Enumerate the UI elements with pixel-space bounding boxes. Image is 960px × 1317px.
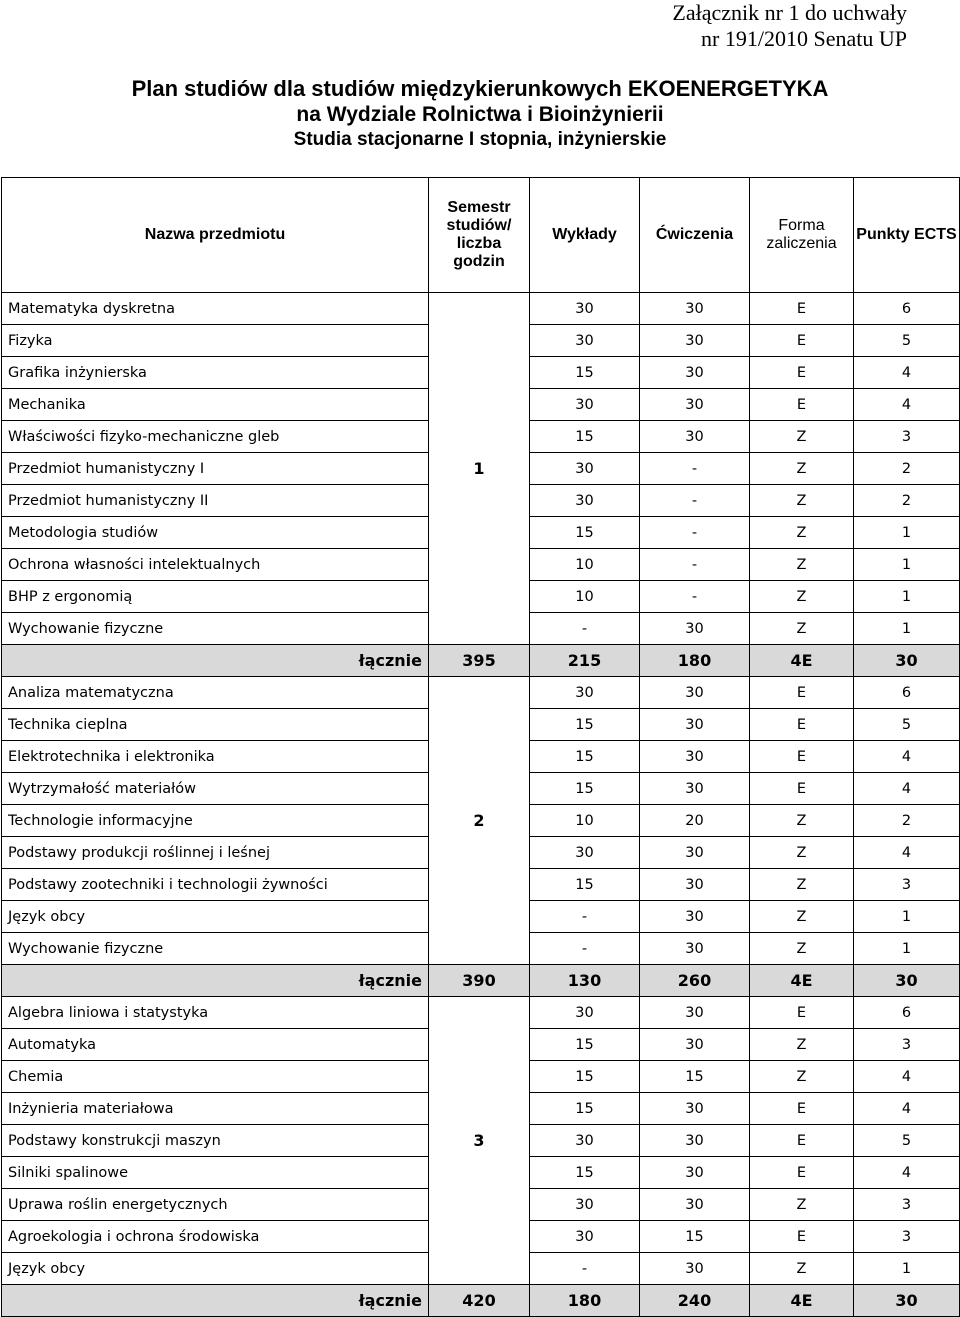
exercises-hours: 30 xyxy=(640,1093,750,1125)
subject-name: Metodologia studiów xyxy=(2,517,429,549)
exercises-hours: 30 xyxy=(640,389,750,421)
subject-name: Uprawa roślin energetycznych xyxy=(2,1189,429,1221)
ects-points: 4 xyxy=(854,389,960,421)
assessment-form: E xyxy=(750,709,854,741)
exercises-hours: 15 xyxy=(640,1221,750,1253)
page-title: Plan studiów dla studiów międzykierunkowych EKOENERGETYKA xyxy=(131,76,829,101)
lectures-hours: 15 xyxy=(530,1093,640,1125)
assessment-form: Z xyxy=(750,485,854,517)
ects-points: 2 xyxy=(854,453,960,485)
lectures-hours: 30 xyxy=(530,837,640,869)
subject-name: Agroekologia i ochrona środowiska xyxy=(2,1221,429,1253)
ects-points: 3 xyxy=(854,1189,960,1221)
total-exercises: 180 xyxy=(640,645,750,677)
total-form: 4E xyxy=(750,965,854,997)
lectures-hours: 30 xyxy=(530,293,640,325)
total-lectures: 215 xyxy=(530,645,640,677)
ects-points: 1 xyxy=(854,901,960,933)
lectures-hours: 30 xyxy=(530,677,640,709)
total-hours: 390 xyxy=(429,965,530,997)
assessment-form: Z xyxy=(750,549,854,581)
ects-points: 1 xyxy=(854,517,960,549)
assessment-form: E xyxy=(750,389,854,421)
lectures-hours: 30 xyxy=(530,325,640,357)
column-header-semester: Semestr studiów/ liczba godzin xyxy=(429,178,530,293)
ects-points: 6 xyxy=(854,677,960,709)
exercises-hours: 30 xyxy=(640,1189,750,1221)
exercises-hours: - xyxy=(640,549,750,581)
column-header-ects: Punkty ECTS xyxy=(854,178,960,293)
lectures-hours: 15 xyxy=(530,357,640,389)
semester-total-row xyxy=(2,965,960,997)
total-form: 4E xyxy=(750,1285,854,1317)
total-label: łącznie xyxy=(2,965,429,997)
total-label: łącznie xyxy=(2,645,429,677)
ects-points: 3 xyxy=(854,1029,960,1061)
assessment-form: E xyxy=(750,773,854,805)
assessment-form: E xyxy=(750,325,854,357)
assessment-form: Z xyxy=(750,1061,854,1093)
lectures-hours: 30 xyxy=(530,453,640,485)
ects-points: 4 xyxy=(854,837,960,869)
subject-name: Ochrona własności intelektualnych xyxy=(2,549,429,581)
lectures-hours: 30 xyxy=(530,389,640,421)
exercises-hours: 30 xyxy=(640,421,750,453)
subject-name: Analiza matematyczna xyxy=(2,677,429,709)
document-titles xyxy=(0,76,960,152)
semester-number: 3 xyxy=(429,997,530,1285)
lectures-hours: - xyxy=(530,1253,640,1285)
subject-name: Wychowanie fizyczne xyxy=(2,613,429,645)
exercises-hours: 30 xyxy=(640,997,750,1029)
faculty-title: na Wydziale Rolnictwa i Bioinżynierii xyxy=(296,103,664,126)
ects-points: 2 xyxy=(854,805,960,837)
lectures-hours: 15 xyxy=(530,741,640,773)
subject-name: Wychowanie fizyczne xyxy=(2,933,429,965)
annex-line-1: Załącznik nr 1 do uchwały xyxy=(672,0,907,25)
exercises-hours: 30 xyxy=(640,869,750,901)
table-row xyxy=(2,997,960,1029)
exercises-hours: 30 xyxy=(640,613,750,645)
subject-name: Wytrzymałość materiałów xyxy=(2,773,429,805)
column-header-lectures: Wykłady xyxy=(530,178,640,293)
lectures-hours: 30 xyxy=(530,1189,640,1221)
subject-name: Technologie informacyjne xyxy=(2,805,429,837)
assessment-form: Z xyxy=(750,901,854,933)
lectures-hours: 30 xyxy=(530,485,640,517)
assessment-form: Z xyxy=(750,933,854,965)
study-plan-table xyxy=(1,177,960,1317)
subject-name: Przedmiot humanistyczny II xyxy=(2,485,429,517)
exercises-hours: 30 xyxy=(640,1253,750,1285)
ects-points: 4 xyxy=(854,773,960,805)
subject-name: Grafika inżynierska xyxy=(2,357,429,389)
exercises-hours: 30 xyxy=(640,357,750,389)
ects-points: 6 xyxy=(854,293,960,325)
ects-points: 1 xyxy=(854,613,960,645)
study-type-title: Studia stacjonarne I stopnia, inżynierskie xyxy=(293,129,667,150)
lectures-hours: 10 xyxy=(530,581,640,613)
exercises-hours: 30 xyxy=(640,325,750,357)
annex-note xyxy=(672,0,907,52)
assessment-form: Z xyxy=(750,1029,854,1061)
ects-points: 5 xyxy=(854,325,960,357)
total-lectures: 180 xyxy=(530,1285,640,1317)
ects-points: 3 xyxy=(854,421,960,453)
subject-name: Język obcy xyxy=(2,1253,429,1285)
ects-points: 4 xyxy=(854,1157,960,1189)
ects-points: 3 xyxy=(854,869,960,901)
subject-name: Automatyka xyxy=(2,1029,429,1061)
column-header-form: Forma zaliczenia xyxy=(750,178,854,293)
assessment-form: E xyxy=(750,1221,854,1253)
exercises-hours: 30 xyxy=(640,741,750,773)
column-header-name: Nazwa przedmiotu xyxy=(2,178,429,293)
lectures-hours: 10 xyxy=(530,805,640,837)
exercises-hours: 30 xyxy=(640,293,750,325)
lectures-hours: 15 xyxy=(530,869,640,901)
total-lectures: 130 xyxy=(530,965,640,997)
exercises-hours: 20 xyxy=(640,805,750,837)
assessment-form: Z xyxy=(750,837,854,869)
subject-name: Język obcy xyxy=(2,901,429,933)
total-exercises: 260 xyxy=(640,965,750,997)
lectures-hours: - xyxy=(530,613,640,645)
total-hours: 395 xyxy=(429,645,530,677)
subject-name: BHP z ergonomią xyxy=(2,581,429,613)
ects-points: 4 xyxy=(854,741,960,773)
exercises-hours: 30 xyxy=(640,1125,750,1157)
lectures-hours: 30 xyxy=(530,997,640,1029)
total-exercises: 240 xyxy=(640,1285,750,1317)
exercises-hours: 30 xyxy=(640,709,750,741)
exercises-hours: - xyxy=(640,453,750,485)
lectures-hours: - xyxy=(530,901,640,933)
subject-name: Silniki spalinowe xyxy=(2,1157,429,1189)
subject-name: Fizyka xyxy=(2,325,429,357)
subject-name: Inżynieria materiałowa xyxy=(2,1093,429,1125)
table-row xyxy=(2,677,960,709)
assessment-form: E xyxy=(750,741,854,773)
total-ects: 30 xyxy=(854,965,960,997)
semester-total-row xyxy=(2,1285,960,1317)
assessment-form: Z xyxy=(750,1253,854,1285)
total-ects: 30 xyxy=(854,1285,960,1317)
assessment-form: E xyxy=(750,293,854,325)
exercises-hours: 30 xyxy=(640,677,750,709)
ects-points: 4 xyxy=(854,1061,960,1093)
total-form: 4E xyxy=(750,645,854,677)
ects-points: 4 xyxy=(854,1093,960,1125)
subject-name: Matematyka dyskretna xyxy=(2,293,429,325)
lectures-hours: 30 xyxy=(530,1125,640,1157)
assessment-form: Z xyxy=(750,453,854,485)
assessment-form: Z xyxy=(750,517,854,549)
lectures-hours: 15 xyxy=(530,517,640,549)
lectures-hours: 15 xyxy=(530,421,640,453)
ects-points: 3 xyxy=(854,1221,960,1253)
subject-name: Podstawy konstrukcji maszyn xyxy=(2,1125,429,1157)
assessment-form: Z xyxy=(750,1189,854,1221)
subject-name: Przedmiot humanistyczny I xyxy=(2,453,429,485)
semester-total-row xyxy=(2,645,960,677)
ects-points: 5 xyxy=(854,709,960,741)
subject-name: Mechanika xyxy=(2,389,429,421)
exercises-hours: 30 xyxy=(640,933,750,965)
subject-name: Chemia xyxy=(2,1061,429,1093)
assessment-form: E xyxy=(750,1125,854,1157)
ects-points: 1 xyxy=(854,933,960,965)
lectures-hours: - xyxy=(530,933,640,965)
ects-points: 1 xyxy=(854,581,960,613)
ects-points: 4 xyxy=(854,357,960,389)
subject-name: Podstawy produkcji roślinnej i leśnej xyxy=(2,837,429,869)
annex-line-2: nr 191/2010 Senatu UP xyxy=(701,26,907,51)
table-header-row xyxy=(2,178,960,293)
assessment-form: Z xyxy=(750,421,854,453)
total-hours: 420 xyxy=(429,1285,530,1317)
exercises-hours: 30 xyxy=(640,773,750,805)
exercises-hours: - xyxy=(640,517,750,549)
assessment-form: Z xyxy=(750,581,854,613)
ects-points: 5 xyxy=(854,1125,960,1157)
column-header-exercises: Ćwiczenia xyxy=(640,178,750,293)
exercises-hours: 30 xyxy=(640,1157,750,1189)
exercises-hours: - xyxy=(640,581,750,613)
table-body xyxy=(2,293,960,1317)
exercises-hours: 30 xyxy=(640,1029,750,1061)
lectures-hours: 15 xyxy=(530,773,640,805)
lectures-hours: 15 xyxy=(530,709,640,741)
ects-points: 1 xyxy=(854,1253,960,1285)
semester-number: 2 xyxy=(429,677,530,965)
lectures-hours: 15 xyxy=(530,1029,640,1061)
subject-name: Właściwości fizyko-mechaniczne gleb xyxy=(2,421,429,453)
lectures-hours: 15 xyxy=(530,1157,640,1189)
total-label: łącznie xyxy=(2,1285,429,1317)
assessment-form: E xyxy=(750,997,854,1029)
semester-number: 1 xyxy=(429,293,530,645)
assessment-form: Z xyxy=(750,805,854,837)
assessment-form: Z xyxy=(750,613,854,645)
assessment-form: E xyxy=(750,677,854,709)
assessment-form: E xyxy=(750,1157,854,1189)
total-ects: 30 xyxy=(854,645,960,677)
subject-name: Technika cieplna xyxy=(2,709,429,741)
subject-name: Algebra liniowa i statystyka xyxy=(2,997,429,1029)
lectures-hours: 10 xyxy=(530,549,640,581)
lectures-hours: 15 xyxy=(530,1061,640,1093)
ects-points: 6 xyxy=(854,997,960,1029)
table-row xyxy=(2,293,960,325)
assessment-form: E xyxy=(750,357,854,389)
exercises-hours: - xyxy=(640,485,750,517)
assessment-form: E xyxy=(750,1093,854,1125)
subject-name: Podstawy zootechniki i technologii żywności xyxy=(2,869,429,901)
ects-points: 1 xyxy=(854,549,960,581)
exercises-hours: 30 xyxy=(640,901,750,933)
exercises-hours: 15 xyxy=(640,1061,750,1093)
exercises-hours: 30 xyxy=(640,837,750,869)
subject-name: Elektrotechnika i elektronika xyxy=(2,741,429,773)
ects-points: 2 xyxy=(854,485,960,517)
lectures-hours: 30 xyxy=(530,1221,640,1253)
assessment-form: Z xyxy=(750,869,854,901)
